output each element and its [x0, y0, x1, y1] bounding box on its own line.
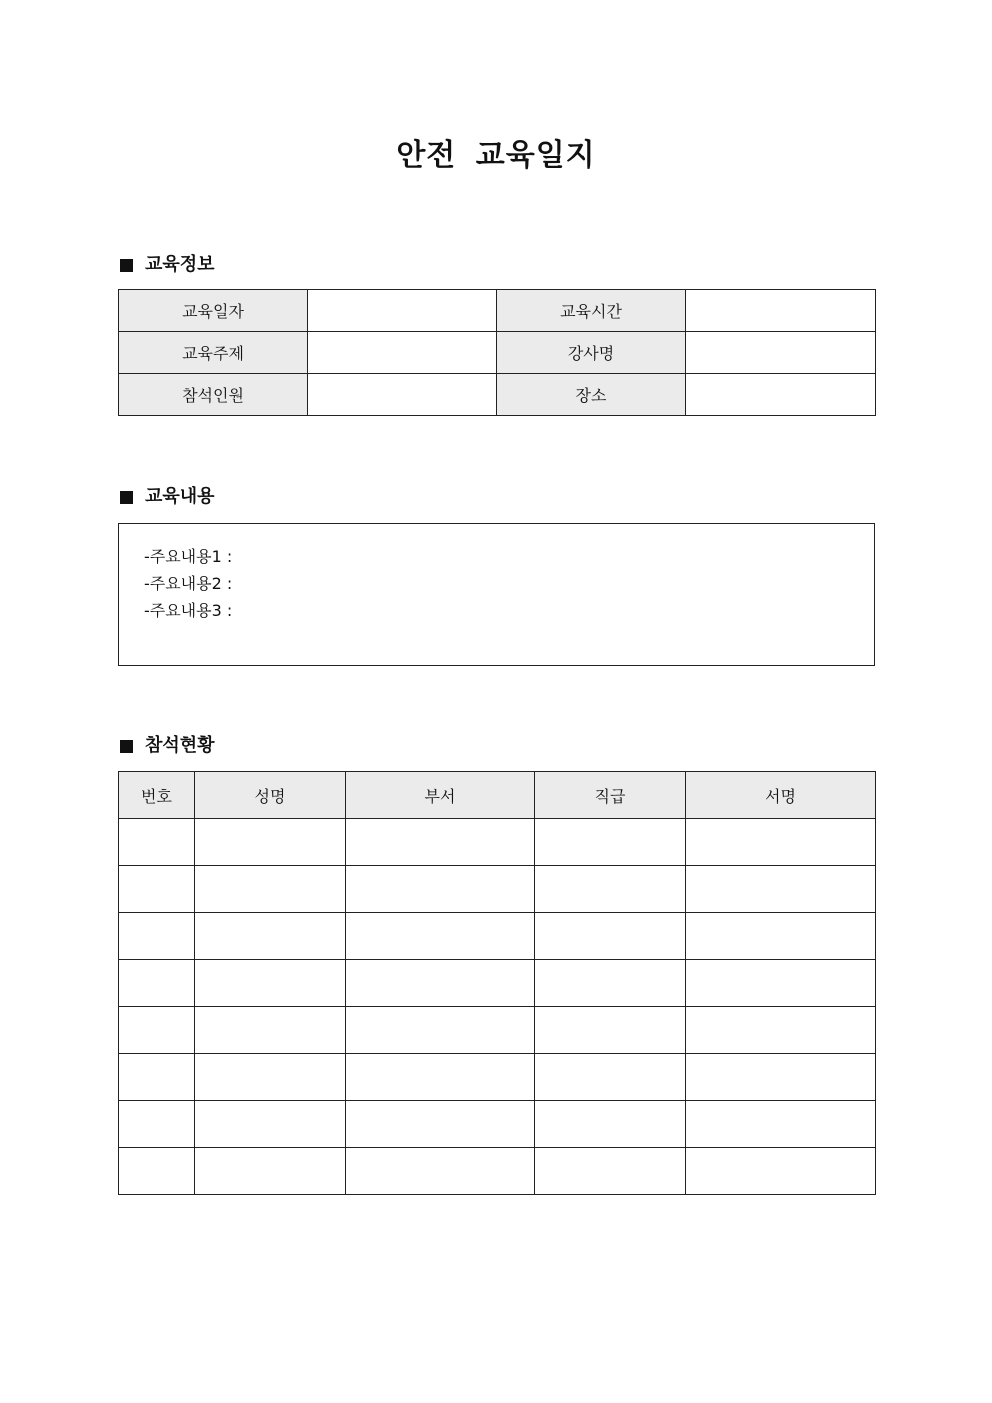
cell-name[interactable] — [195, 1007, 346, 1054]
section-heading-info — [120, 253, 215, 277]
table-row — [119, 1007, 876, 1054]
info-label-time: 교육시간 — [497, 290, 686, 332]
square-bullet-icon — [120, 259, 133, 272]
cell-position[interactable] — [535, 1148, 686, 1195]
section-heading-content-label: 교육내용 — [145, 486, 215, 507]
cell-position[interactable] — [535, 913, 686, 960]
attendance-table — [118, 771, 876, 1195]
info-row — [119, 332, 876, 374]
cell-position[interactable] — [535, 1054, 686, 1101]
cell-name[interactable] — [195, 819, 346, 866]
section-heading-content — [120, 485, 215, 509]
cell-number[interactable] — [119, 1148, 195, 1195]
cell-signature[interactable] — [686, 1007, 876, 1054]
column-header-department: 부서 — [346, 772, 535, 819]
table-row — [119, 819, 876, 866]
cell-department[interactable] — [346, 960, 535, 1007]
cell-department[interactable] — [346, 819, 535, 866]
column-header-name: 성명 — [195, 772, 346, 819]
cell-signature[interactable] — [686, 819, 876, 866]
attendance-header-row — [119, 772, 876, 819]
cell-signature[interactable] — [686, 866, 876, 913]
column-header-number: 번호 — [119, 772, 195, 819]
info-row — [119, 374, 876, 416]
cell-name[interactable] — [195, 1148, 346, 1195]
cell-position[interactable] — [535, 960, 686, 1007]
info-value-instructor[interactable] — [686, 332, 876, 374]
cell-name[interactable] — [195, 1054, 346, 1101]
cell-department[interactable] — [346, 1148, 535, 1195]
info-table — [118, 289, 876, 416]
table-row — [119, 913, 876, 960]
cell-number[interactable] — [119, 1054, 195, 1101]
info-label-date: 교육일자 — [119, 290, 308, 332]
content-item: -주요내용2 : — [144, 574, 233, 593]
info-label-instructor: 강사명 — [497, 332, 686, 374]
cell-name[interactable] — [195, 960, 346, 1007]
info-row — [119, 290, 876, 332]
section-heading-info-label: 교육정보 — [145, 254, 215, 275]
cell-signature[interactable] — [686, 960, 876, 1007]
square-bullet-icon — [120, 491, 133, 504]
cell-number[interactable] — [119, 866, 195, 913]
cell-number[interactable] — [119, 960, 195, 1007]
table-row — [119, 960, 876, 1007]
document-title: 안전 교육일지 — [396, 138, 596, 173]
cell-position[interactable] — [535, 1007, 686, 1054]
info-value-date[interactable] — [308, 290, 497, 332]
info-value-time[interactable] — [686, 290, 876, 332]
cell-number[interactable] — [119, 1007, 195, 1054]
table-row — [119, 866, 876, 913]
cell-department[interactable] — [346, 1101, 535, 1148]
cell-position[interactable] — [535, 1101, 686, 1148]
cell-number[interactable] — [119, 819, 195, 866]
cell-position[interactable] — [535, 866, 686, 913]
content-box[interactable] — [118, 523, 875, 666]
info-label-location: 장소 — [497, 374, 686, 416]
info-label-topic: 교육주제 — [119, 332, 308, 374]
content-item: -주요내용1 : — [144, 547, 233, 566]
info-value-attendees[interactable] — [308, 374, 497, 416]
cell-name[interactable] — [195, 913, 346, 960]
column-header-signature: 서명 — [686, 772, 876, 819]
cell-number[interactable] — [119, 913, 195, 960]
cell-department[interactable] — [346, 866, 535, 913]
cell-number[interactable] — [119, 1101, 195, 1148]
cell-signature[interactable] — [686, 913, 876, 960]
info-value-location[interactable] — [686, 374, 876, 416]
section-heading-attendance — [120, 734, 215, 758]
cell-department[interactable] — [346, 1007, 535, 1054]
content-item: -주요내용3 : — [144, 601, 233, 620]
section-heading-attendance-label: 참석현황 — [145, 735, 215, 756]
cell-name[interactable] — [195, 1101, 346, 1148]
info-label-attendees: 참석인원 — [119, 374, 308, 416]
cell-signature[interactable] — [686, 1054, 876, 1101]
content-list — [119, 524, 874, 624]
info-value-topic[interactable] — [308, 332, 497, 374]
cell-signature[interactable] — [686, 1148, 876, 1195]
cell-department[interactable] — [346, 913, 535, 960]
column-header-position: 직급 — [535, 772, 686, 819]
table-row — [119, 1101, 876, 1148]
cell-department[interactable] — [346, 1054, 535, 1101]
cell-name[interactable] — [195, 866, 346, 913]
table-row — [119, 1148, 876, 1195]
cell-position[interactable] — [535, 819, 686, 866]
table-row — [119, 1054, 876, 1101]
cell-signature[interactable] — [686, 1101, 876, 1148]
square-bullet-icon — [120, 740, 133, 753]
